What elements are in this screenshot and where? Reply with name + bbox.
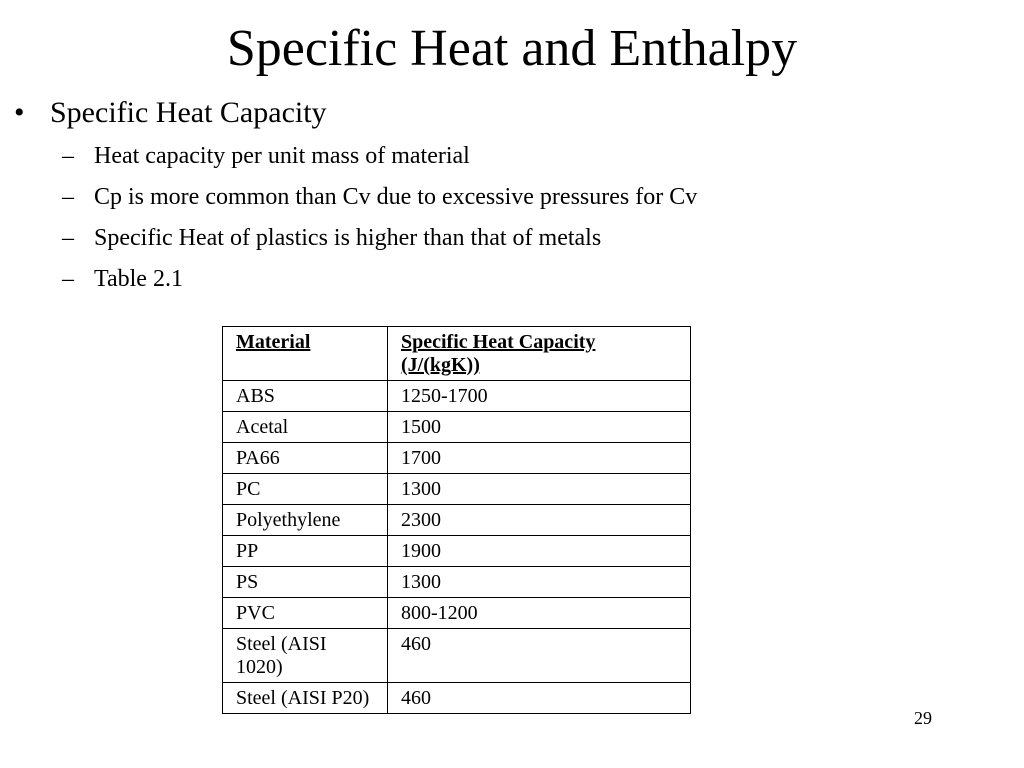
value-cell: 1500 (388, 412, 691, 443)
sub-bullet-text: Heat capacity per unit mass of material (94, 143, 470, 169)
sub-bullet-text: Cp is more common than Cv due to excessive pressures for Cv (94, 184, 698, 210)
table-row (223, 443, 691, 474)
bullet-marker: • (14, 96, 25, 129)
material-cell: PA66 (223, 443, 388, 474)
table-row (223, 598, 691, 629)
main-bullet-text: Specific Heat Capacity (50, 96, 327, 129)
value-cell: 1700 (388, 443, 691, 474)
value-cell: 1250-1700 (388, 381, 691, 412)
value-cell: 1900 (388, 536, 691, 567)
material-cell: Polyethylene (223, 505, 388, 536)
slide-title: Specific Heat and Enthalpy (226, 20, 798, 77)
value-cell: 800-1200 (388, 598, 691, 629)
material-cell: PS (223, 567, 388, 598)
page-number: 29 (914, 708, 932, 728)
material-cell: PC (223, 474, 388, 505)
table-row (223, 412, 691, 443)
table-row (223, 505, 691, 536)
sub-bullet-item (62, 263, 697, 304)
sub-bullet-text: Table 2.1 (94, 266, 183, 292)
header-material: Material (223, 327, 388, 381)
material-cell: PP (223, 536, 388, 567)
table-row (223, 474, 691, 505)
value-cell: 460 (388, 683, 691, 714)
sub-bullet-item (62, 181, 697, 222)
specific-heat-table (222, 326, 691, 714)
material-cell: Steel (AISI 1020) (223, 629, 388, 683)
material-cell: PVC (223, 598, 388, 629)
table-row (223, 629, 691, 683)
material-cell: ABS (223, 381, 388, 412)
dash-marker: – (62, 143, 74, 169)
table-header-row (223, 327, 691, 381)
value-cell: 1300 (388, 567, 691, 598)
header-specific-heat: Specific Heat Capacity (J/(kgK)) (388, 327, 691, 381)
value-cell: 2300 (388, 505, 691, 536)
value-cell: 460 (388, 629, 691, 683)
dash-marker: – (62, 184, 74, 210)
value-cell: 1300 (388, 474, 691, 505)
table-row (223, 536, 691, 567)
table-row (223, 567, 691, 598)
sub-bullet-item (62, 140, 697, 181)
sub-bullet-item (62, 222, 697, 263)
table-row (223, 683, 691, 714)
sub-bullet-text: Specific Heat of plastics is higher than that of metals (94, 225, 602, 251)
dash-marker: – (62, 266, 74, 292)
main-bullet (14, 95, 327, 131)
table-row (223, 381, 691, 412)
material-cell: Steel (AISI P20) (223, 683, 388, 714)
dash-marker: – (62, 225, 74, 251)
sub-bullet-list (62, 140, 697, 304)
material-cell: Acetal (223, 412, 388, 443)
